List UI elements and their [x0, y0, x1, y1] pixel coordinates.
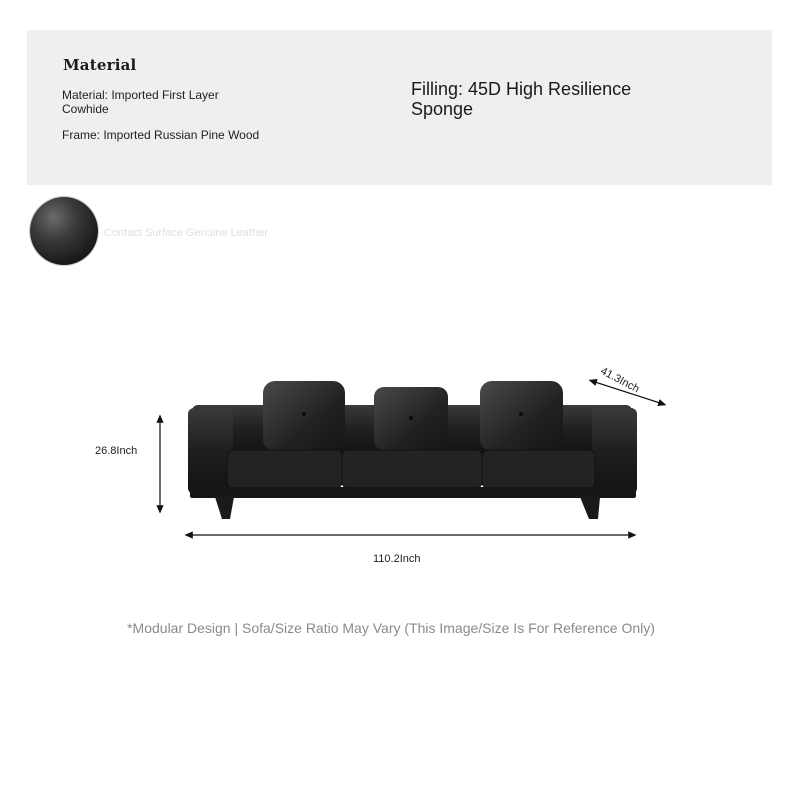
sofa-leg-right	[580, 497, 600, 519]
swatch-label: Contact Surface Genuine Leather	[104, 227, 268, 239]
sofa-right-arm	[592, 408, 637, 494]
material-spec: Material: Imported First Layer Cowhide	[62, 88, 219, 116]
seat-cushion-center	[342, 450, 482, 488]
height-dimension-label: 26.8Inch	[95, 445, 138, 457]
sofa-base	[190, 487, 636, 498]
seat-cushion-left	[227, 450, 342, 488]
material-title: Material	[63, 56, 137, 74]
pillow-right	[480, 381, 563, 451]
seat-cushion-right	[482, 450, 595, 488]
depth-dimension-label: 41.3Inch	[598, 365, 642, 396]
disclaimer-note: *Modular Design | Sofa/Size Ratio May Vary (This Image/Size Is For Reference Only)	[127, 620, 655, 636]
frame-spec: Frame: Imported Russian Pine Wood	[62, 128, 260, 142]
sofa-left-arm	[188, 408, 233, 494]
sofa-leg-left	[215, 497, 234, 519]
width-dimension-label: 110.2Inch	[373, 553, 421, 565]
filling-spec: Filling: 45D High Resilience Sponge	[411, 79, 632, 119]
